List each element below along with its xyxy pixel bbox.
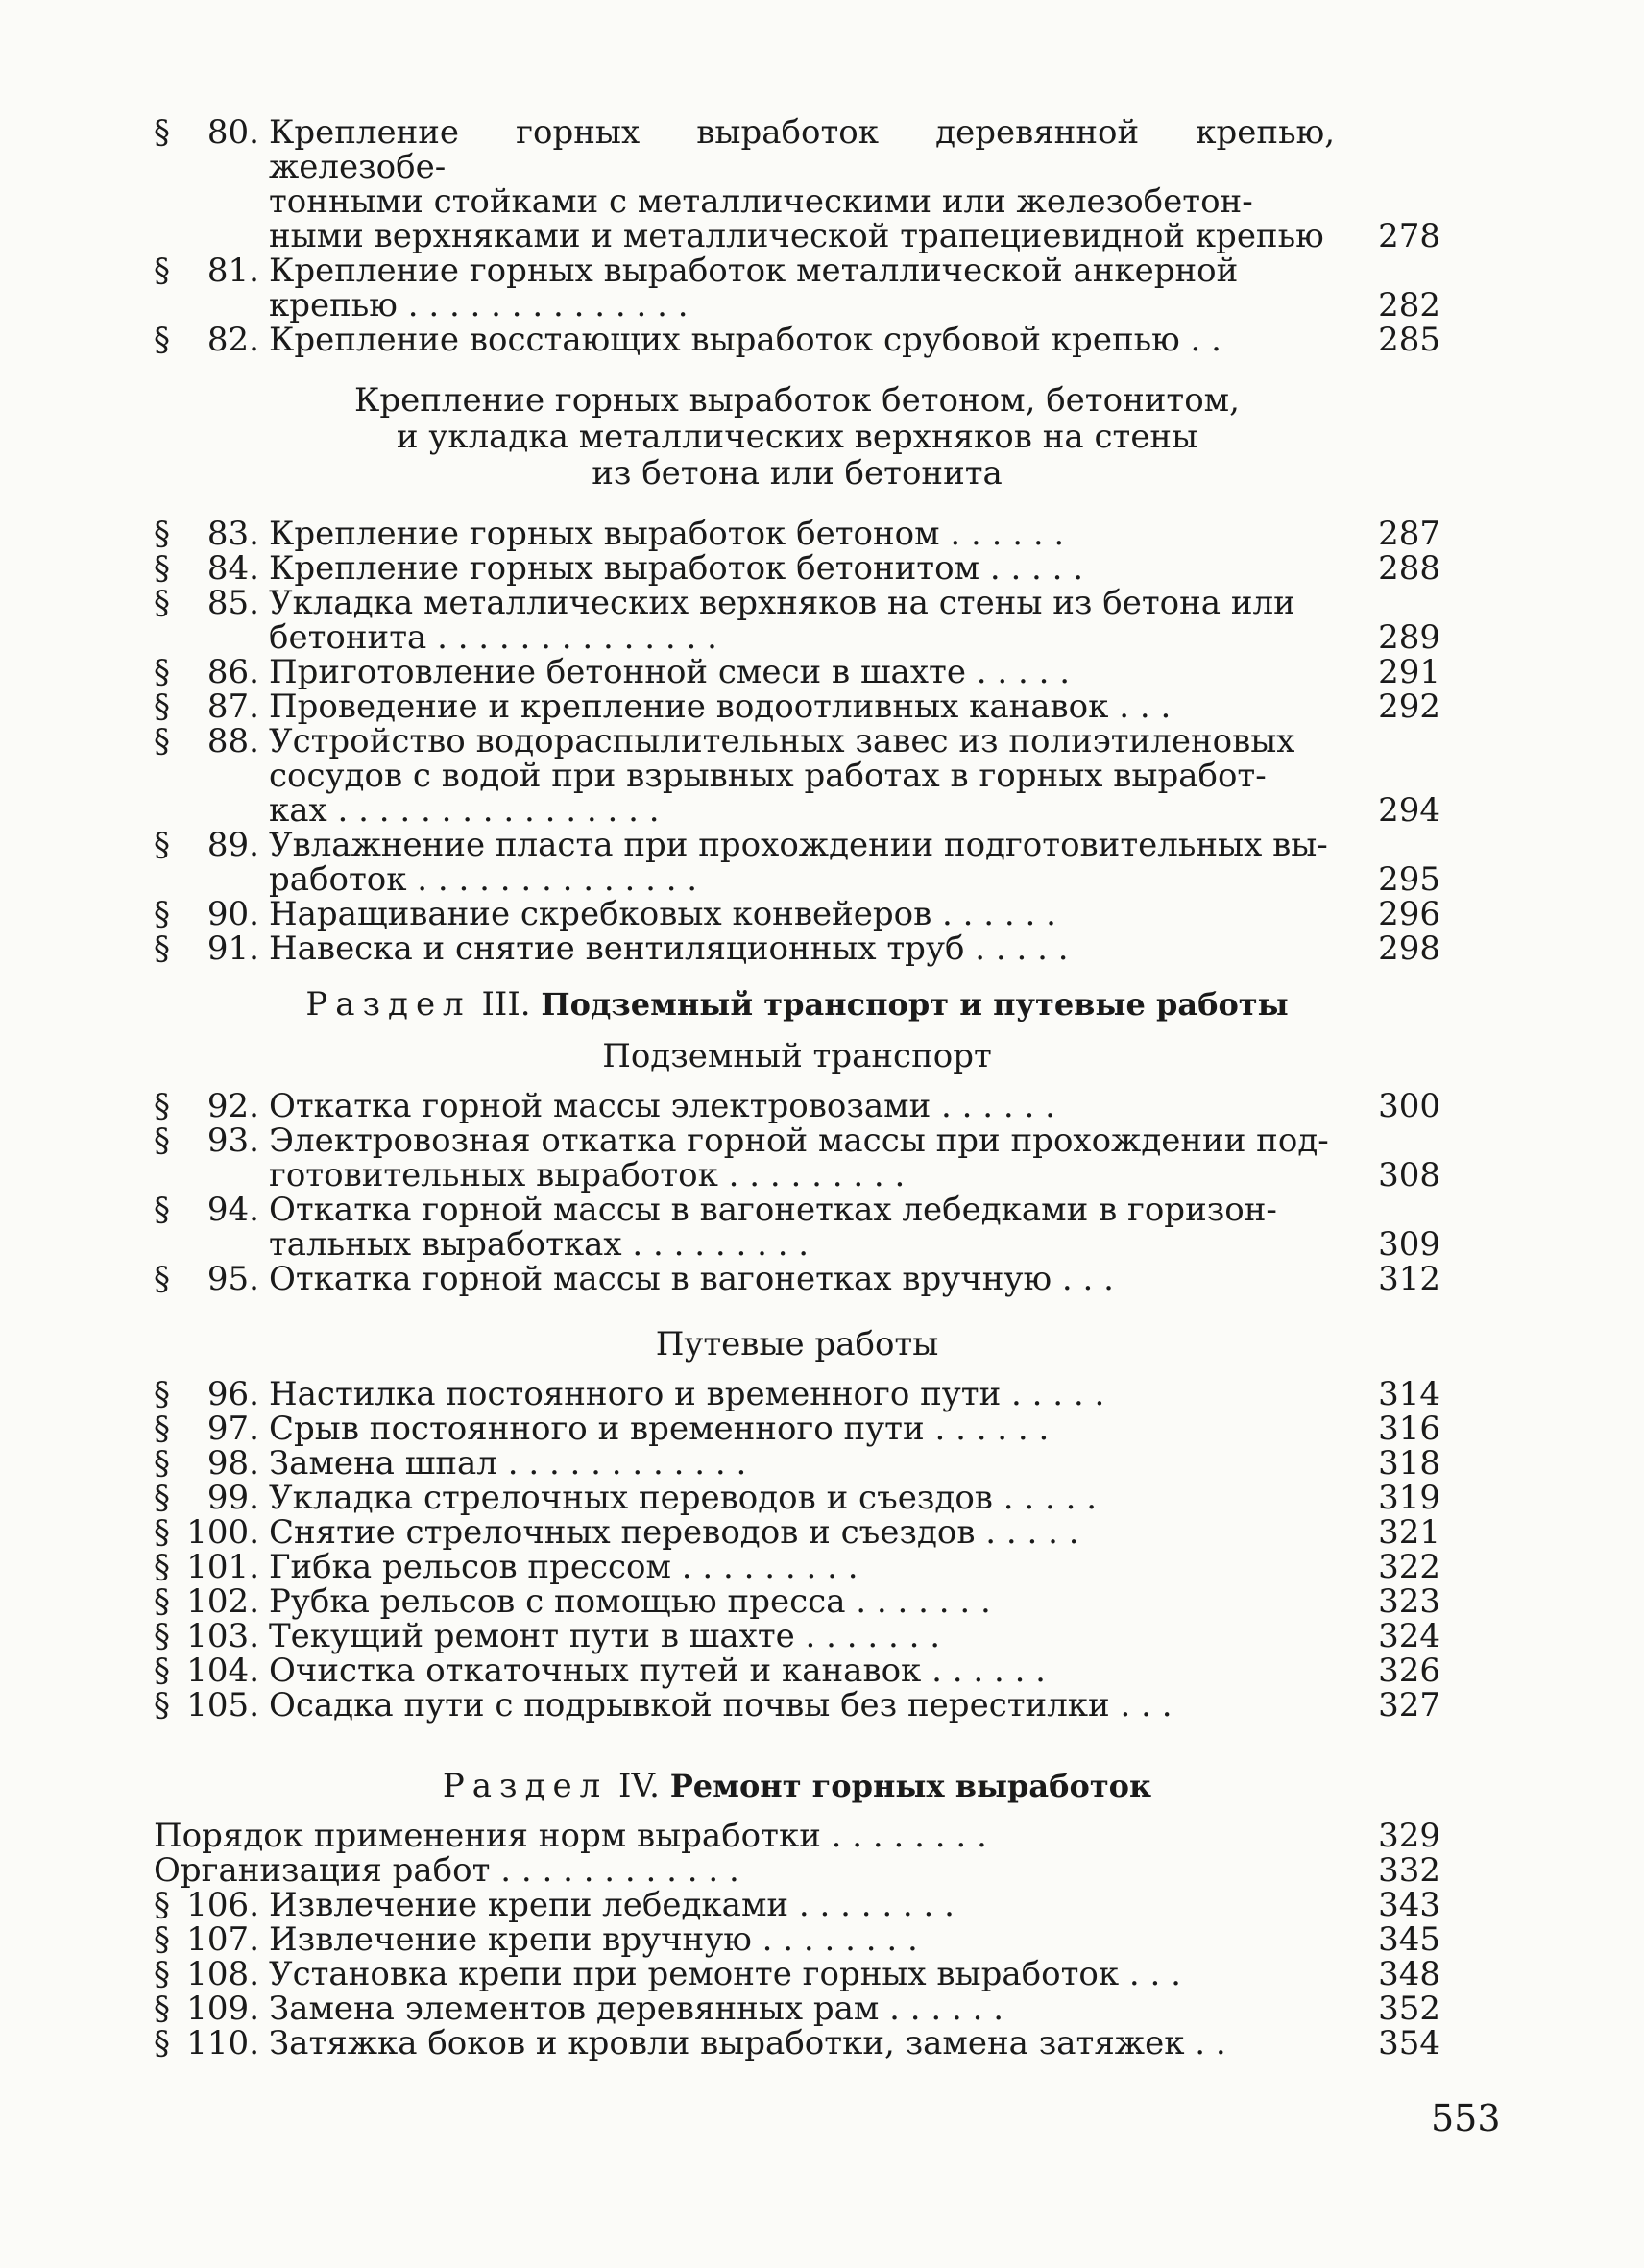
toc-entry xyxy=(154,2026,1440,2061)
section-sign: § xyxy=(154,895,170,933)
entry-page: 321 xyxy=(1378,1513,1440,1552)
subsection-title: Путевые работы xyxy=(655,1325,939,1363)
entry-title-line: работок . . . . . . . . . . . . . . xyxy=(269,860,698,899)
toc-group-mining-support xyxy=(154,115,1440,357)
entry-title-line: готовительных выработок . . . . . . . . . xyxy=(269,1156,906,1194)
entry-page: 291 xyxy=(1378,653,1440,691)
entry-page: 300 xyxy=(1378,1087,1440,1125)
toc-entry xyxy=(154,586,1440,655)
entry-page: 308 xyxy=(1378,1156,1440,1194)
entry-title-line: Текущий ремонт пути в шахте . . . . . . . xyxy=(269,1617,941,1655)
toc-entry xyxy=(154,655,1440,689)
entry-title xyxy=(269,828,1335,897)
entry-page: 326 xyxy=(1378,1652,1440,1690)
entry-title-line: Извлечение крепи вручную . . . . . . . . xyxy=(269,1920,918,1959)
section-prefix: Раздел xyxy=(305,985,471,1024)
entry-title-line: Электровозная откатка горной массы при прохождении под- xyxy=(269,1122,1329,1160)
section-roman: IV. xyxy=(618,1767,660,1805)
section-sign: § xyxy=(154,113,170,152)
entry-title-line: тонными стойками с металлическими или железобетон- xyxy=(269,182,1253,221)
entry-title-line: Крепление горных выработок бетонитом . . . . . xyxy=(269,549,1084,588)
entry-page: 324 xyxy=(1378,1617,1440,1655)
entry-number: 103. xyxy=(186,1617,259,1655)
entry-title xyxy=(269,253,1335,323)
entry-title xyxy=(269,586,1335,655)
subsection-heading-transport xyxy=(154,1037,1440,1075)
entry-page: 298 xyxy=(1378,929,1440,968)
toc-page xyxy=(154,115,1440,2061)
entry-title-line: Крепление восстающих выработок срубовой крепью . . xyxy=(269,321,1221,359)
section-sign: § xyxy=(154,653,170,691)
entry-title-line: Устройство водораспылительных завес из полиэтиленовых xyxy=(269,722,1295,760)
entry-title-line: Срыв постоянного и временного пути . . . . . . xyxy=(269,1410,1050,1448)
section-sign: § xyxy=(154,722,170,760)
toc-entry xyxy=(154,1193,1440,1262)
entry-page: 323 xyxy=(1378,1582,1440,1621)
entry-title xyxy=(269,1377,1335,1411)
entry-title-line: ными верхняками и металлической трапециевидной крепью xyxy=(269,217,1324,255)
toc-entry xyxy=(154,1411,1440,1446)
entry-page: 296 xyxy=(1378,895,1440,933)
section-sign: § xyxy=(154,1479,170,1517)
toc-entry xyxy=(154,1888,1440,1922)
entry-title-line: Замена элементов деревянных рам . . . . . . xyxy=(269,1990,1004,2028)
entry-title xyxy=(269,1957,1335,1991)
entry-page: 287 xyxy=(1378,515,1440,553)
entry-title xyxy=(269,724,1335,828)
entry-number: 101. xyxy=(186,1548,259,1586)
entry-page: 322 xyxy=(1378,1548,1440,1586)
toc-entry xyxy=(154,724,1440,828)
section-sign: § xyxy=(154,826,170,864)
section-sign: § xyxy=(154,321,170,359)
section-sign: § xyxy=(154,2024,170,2063)
section-sign: § xyxy=(154,1260,170,1298)
toc-group-track xyxy=(154,1377,1440,1723)
entry-title-line: крепью . . . . . . . . . . . . . . xyxy=(269,286,689,325)
subsection-heading-concrete xyxy=(154,382,1440,492)
entry-page: 348 xyxy=(1378,1955,1440,1993)
entry-title xyxy=(269,1584,1335,1619)
section-prefix: Раздел xyxy=(442,1767,609,1805)
entry-page: 319 xyxy=(1378,1479,1440,1517)
entry-page: 354 xyxy=(1378,2024,1440,2063)
entry-title xyxy=(269,1550,1335,1584)
entry-title xyxy=(269,1619,1335,1653)
entry-title xyxy=(269,1481,1335,1515)
entry-page: 352 xyxy=(1378,1990,1440,2028)
entry-title xyxy=(269,517,1335,551)
toc-entry xyxy=(154,1089,1440,1123)
subsection-title: Подземный транспорт xyxy=(602,1037,992,1075)
section-title: Подземный транспорт и путевые работы xyxy=(541,986,1289,1023)
entry-page: 289 xyxy=(1378,618,1440,657)
section-sign: § xyxy=(154,1886,170,1924)
toc-entry xyxy=(154,1584,1440,1619)
entry-title-line: Откатка горной массы электровозами . . . . . . xyxy=(269,1087,1055,1125)
entry-title xyxy=(269,1888,1335,1922)
toc-group-repair xyxy=(154,1888,1440,2061)
page-number: 553 xyxy=(1431,2097,1501,2139)
entry-number: 95. xyxy=(206,1260,259,1298)
entry-title xyxy=(269,655,1335,689)
toc-entry xyxy=(154,323,1440,357)
entry-title-line: Рубка рельсов с помощью пресса . . . . . . . xyxy=(269,1582,991,1621)
entry-title xyxy=(269,1411,1335,1446)
toc-entry xyxy=(154,1619,1440,1653)
entry-page: 332 xyxy=(1378,1851,1440,1890)
toc-entry xyxy=(154,689,1440,724)
section-sign: § xyxy=(154,1955,170,1993)
heading-line: и укладка металлических верхняков на стены xyxy=(396,418,1198,456)
entry-page: 309 xyxy=(1378,1225,1440,1264)
entry-title-line: Снятие стрелочных переводов и съездов . . . . . xyxy=(269,1513,1079,1552)
entry-title xyxy=(269,551,1335,586)
section-sign: § xyxy=(154,1410,170,1448)
entry-number: 84. xyxy=(206,549,259,588)
entry-title-line: Крепление горных выработок деревянной крепью, железобе- xyxy=(269,113,1335,186)
entry-title xyxy=(269,1193,1335,1262)
entry-number: 82. xyxy=(206,321,259,359)
entry-page: 312 xyxy=(1378,1260,1440,1298)
section-sign: § xyxy=(154,1444,170,1483)
toc-group-concrete xyxy=(154,517,1440,966)
toc-entry xyxy=(154,1688,1440,1723)
entry-page: 292 xyxy=(1378,688,1440,726)
entry-title xyxy=(269,1653,1335,1688)
entry-number: 86. xyxy=(206,653,259,691)
entry-title-line: Откатка горной массы в вагонетках лебедками в горизон- xyxy=(269,1191,1277,1229)
entry-title xyxy=(269,689,1335,724)
entry-title xyxy=(269,931,1335,966)
entry-number: 90. xyxy=(206,895,259,933)
toc-entry xyxy=(154,1550,1440,1584)
entry-page: 314 xyxy=(1378,1375,1440,1413)
entry-title xyxy=(269,1123,1335,1193)
section-sign: § xyxy=(154,252,170,290)
entry-title-line: Осадка пути с подрывкой почвы без перестилки . . . xyxy=(269,1686,1173,1725)
section-sign: § xyxy=(154,1513,170,1552)
entry-number: 87. xyxy=(206,688,259,726)
entry-number: 110. xyxy=(186,2024,259,2063)
toc-group-repair-intro xyxy=(154,1819,1440,1888)
entry-title xyxy=(269,323,1335,357)
entry-title-line: Очистка откаточных путей и канавок . . . . . . xyxy=(269,1652,1046,1690)
entry-number: 107. xyxy=(186,1920,259,1959)
entry-page: 295 xyxy=(1378,860,1440,899)
entry-page: 282 xyxy=(1378,286,1440,325)
toc-entry xyxy=(154,1446,1440,1481)
entry-number: 92. xyxy=(206,1087,259,1125)
entry-number: 85. xyxy=(206,584,259,622)
section-sign: § xyxy=(154,929,170,968)
entry-title-line: Проведение и крепление водоотливных канавок . . . xyxy=(269,688,1172,726)
entry-title xyxy=(269,1262,1335,1296)
entry-title-line: Увлажнение пласта при прохождении подготовительных вы- xyxy=(269,826,1328,864)
entry-page: 316 xyxy=(1378,1410,1440,1448)
entry-number: 105. xyxy=(186,1686,259,1725)
entry-number: 108. xyxy=(186,1955,259,1993)
entry-number: 99. xyxy=(206,1479,259,1517)
entry-page: 343 xyxy=(1378,1886,1440,1924)
entry-number: 109. xyxy=(186,1990,259,2028)
entry-title xyxy=(269,1922,1335,1957)
toc-entry xyxy=(154,1991,1440,2026)
heading-line: из бетона или бетонита xyxy=(592,454,1003,493)
section-heading-iv xyxy=(154,1767,1440,1805)
entry-title-line: Укладка металлических верхняков на стены из бетона или xyxy=(269,584,1295,622)
section-sign: § xyxy=(154,584,170,622)
entry-title-line: тальных выработках . . . . . . . . . xyxy=(269,1225,810,1264)
entry-page: 327 xyxy=(1378,1686,1440,1725)
section-sign: § xyxy=(154,688,170,726)
entry-title-line: Извлечение крепи лебедками . . . . . . . . xyxy=(269,1886,955,1924)
toc-entry xyxy=(154,253,1440,323)
entry-title xyxy=(269,1991,1335,2026)
entry-title-line: Затяжка боков и кровли выработки, замена затяжек . . xyxy=(269,2024,1226,2063)
toc-entry xyxy=(154,1481,1440,1515)
entry-title-line: Откатка горной массы в вагонетках вручную . . . xyxy=(269,1260,1114,1298)
entry-title-line: Приготовление бетонной смеси в шахте . . . . . xyxy=(269,653,1071,691)
entry-page: 329 xyxy=(1378,1817,1440,1855)
entry-page: 288 xyxy=(1378,549,1440,588)
toc-entry xyxy=(154,551,1440,586)
section-heading-iii xyxy=(154,985,1440,1024)
toc-entry xyxy=(154,1922,1440,1957)
section-sign: § xyxy=(154,1582,170,1621)
toc-entry xyxy=(154,1819,1440,1853)
entry-page: 285 xyxy=(1378,321,1440,359)
entry-number: 104. xyxy=(186,1652,259,1690)
entry-number: 94. xyxy=(206,1191,259,1229)
entry-number: 102. xyxy=(186,1582,259,1621)
entry-number: 89. xyxy=(206,826,259,864)
entry-title: Организация работ . . . . . . . . . . . . xyxy=(154,1851,739,1890)
section-sign: § xyxy=(154,1548,170,1586)
entry-number: 83. xyxy=(206,515,259,553)
toc-entry xyxy=(154,1957,1440,1991)
entry-number: 93. xyxy=(206,1122,259,1160)
section-sign: § xyxy=(154,1122,170,1160)
toc-entry xyxy=(154,897,1440,931)
entry-number: 96. xyxy=(206,1375,259,1413)
section-sign: § xyxy=(154,549,170,588)
entry-page: 278 xyxy=(1378,217,1440,255)
entry-title xyxy=(269,1688,1335,1723)
toc-entry xyxy=(154,517,1440,551)
entry-title-line: ках . . . . . . . . . . . . . . . . xyxy=(269,791,660,830)
entry-number: 81. xyxy=(206,252,259,290)
entry-title-line: Укладка стрелочных переводов и съездов . . . . . xyxy=(269,1479,1098,1517)
entry-title-line: бетонита . . . . . . . . . . . . . . xyxy=(269,618,717,657)
toc-entry xyxy=(154,1262,1440,1296)
entry-number: 98. xyxy=(206,1444,259,1483)
section-roman: III. xyxy=(481,985,531,1024)
entry-title xyxy=(269,1089,1335,1123)
entry-number: 100. xyxy=(186,1513,259,1552)
section-sign: § xyxy=(154,515,170,553)
entry-number: 97. xyxy=(206,1410,259,1448)
entry-title-line: Крепление горных выработок бетоном . . . . . . xyxy=(269,515,1065,553)
entry-title-line: Настилка постоянного и временного пути . . . . . xyxy=(269,1375,1105,1413)
entry-title-line: Гибка рельсов прессом . . . . . . . . . xyxy=(269,1548,858,1586)
subsection-heading-track xyxy=(154,1325,1440,1363)
entry-title xyxy=(269,1515,1335,1550)
entry-title xyxy=(269,2026,1335,2061)
entry-title-line: Навеска и снятие вентиляционных труб . . . . . xyxy=(269,929,1069,968)
entry-number: 80. xyxy=(206,113,259,152)
toc-entry xyxy=(154,1515,1440,1550)
entry-number: 91. xyxy=(206,929,259,968)
toc-group-transport xyxy=(154,1089,1440,1296)
entry-title xyxy=(269,1446,1335,1481)
toc-entry xyxy=(154,1853,1440,1888)
section-sign: § xyxy=(154,1617,170,1655)
entry-title: Порядок применения норм выработки . . . . . . . . xyxy=(154,1817,987,1855)
entry-page: 345 xyxy=(1378,1920,1440,1959)
toc-entry xyxy=(154,115,1440,253)
entry-page: 294 xyxy=(1378,791,1440,830)
entry-title-line: Замена шпал . . . . . . . . . . . . xyxy=(269,1444,747,1483)
toc-entry xyxy=(154,1123,1440,1193)
entry-number: 106. xyxy=(186,1886,259,1924)
entry-title-line: сосудов с водой при взрывных работах в горных выработ- xyxy=(269,757,1267,795)
section-sign: § xyxy=(154,1375,170,1413)
toc-entry xyxy=(154,1653,1440,1688)
entry-title-line: Установка крепи при ремонте горных выработок . . . xyxy=(269,1955,1181,1993)
entry-page: 318 xyxy=(1378,1444,1440,1483)
section-sign: § xyxy=(154,1087,170,1125)
section-title: Ремонт горных выработок xyxy=(669,1768,1152,1804)
entry-title-line: Наращивание скребковых конвейеров . . . . . . xyxy=(269,895,1056,933)
section-sign: § xyxy=(154,1920,170,1959)
heading-line: Крепление горных выработок бетоном, бетонитом, xyxy=(354,381,1240,420)
section-sign: § xyxy=(154,1686,170,1725)
entry-title xyxy=(269,897,1335,931)
entry-title-line: Крепление горных выработок металлической анкерной xyxy=(269,252,1239,290)
section-sign: § xyxy=(154,1990,170,2028)
entry-title xyxy=(269,115,1335,253)
section-sign: § xyxy=(154,1191,170,1229)
section-sign: § xyxy=(154,1652,170,1690)
toc-entry xyxy=(154,1377,1440,1411)
toc-entry xyxy=(154,828,1440,897)
entry-number: 88. xyxy=(206,722,259,760)
toc-entry xyxy=(154,931,1440,966)
